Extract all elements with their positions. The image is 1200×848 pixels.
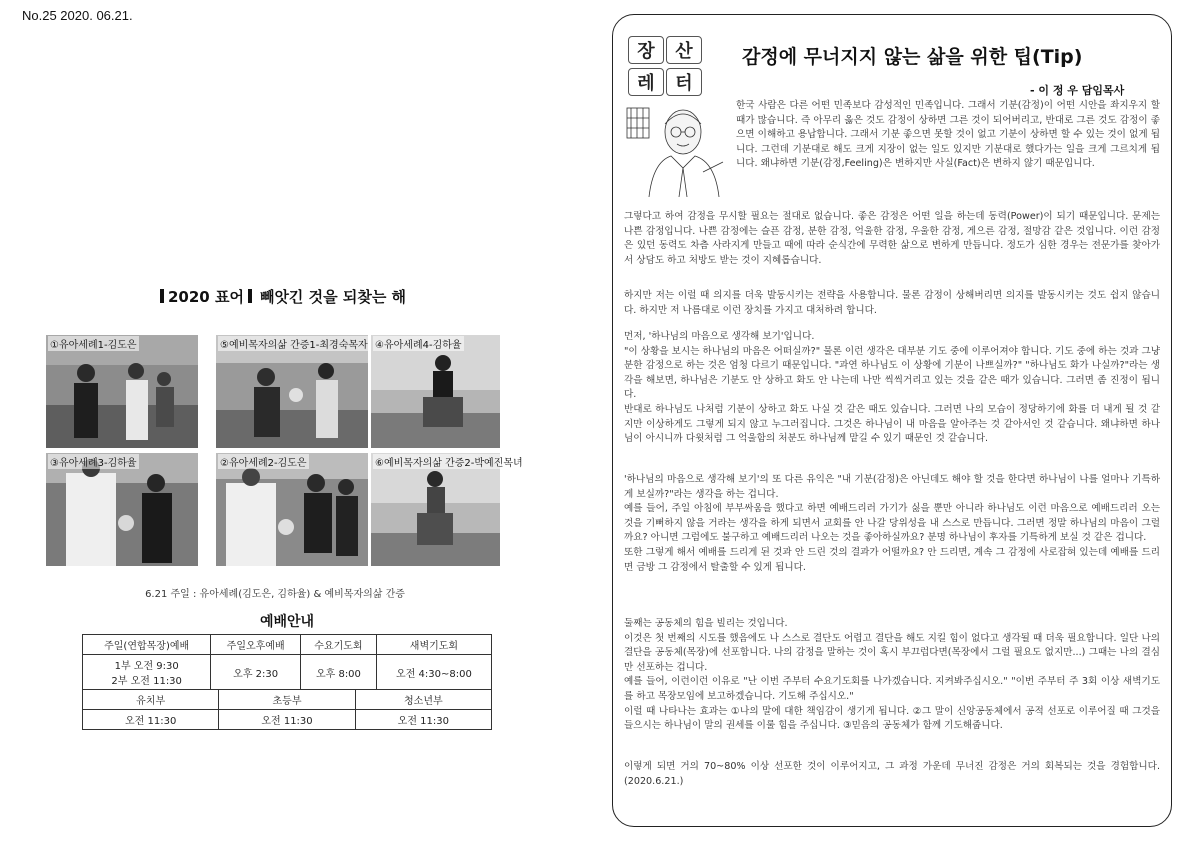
header-sunday-afternoon: 주일오후예배 — [211, 635, 301, 655]
time-youth: 오전 11:30 — [355, 710, 491, 730]
photo-description: 6.21 주일 : 유아세례(김도은, 김하율) & 예비목자의삶 간증 — [145, 589, 405, 600]
header-youth: 청소년부 — [355, 690, 491, 710]
header-sunday-service: 주일(연합목장)예배 — [83, 635, 211, 655]
time-wednesday-prayer: 오후 8:00 — [300, 655, 376, 690]
photo-caption-5: ④유아세례4-김하율 — [373, 336, 464, 351]
header-wednesday-prayer: 수요기도회 — [300, 635, 376, 655]
time-dawn-prayer: 오전 4:30~8:00 — [376, 655, 491, 690]
letter-paragraph-6: 둘째는 공동체의 힘을 빌리는 것입니다. 이것은 첫 번째의 시도를 했음에도 나 스스로 결단도 어렵고 결단을 해도 지킬 힘이 없다고 생각될 때 더욱 필요합니다. 일단 나의 결단을 공동체(목장)에 선포합니다. 나의 감정을 말하는 것이 혹시 부끄럽다면(목장에서 그럴 필요도 없지만...) 그때는 나의 결심만 선포하는 겁니다. 예를 들어, 이런이런 이유로 "난 이번 주부터 수요기도회를 나가겠습니다. 지켜봐주십시오." "이번 주부터 주 3회 이상 새벽기도를 하고 목장모임에 보고하겠습니다. 기도해 주십시오." 이럴 때 나타나는 효과는 ①나의 말에 대한 책임감이 생기게 됩니다. ②그 말이 신앙공동체에서 공적 선포로 이루어질 때 그것을 들으시는 하나님이 말의 권세를 이룰 힘을 주십니다. ③믿음의 공동체가 함께 기도해줍니다. — [624, 618, 1160, 732]
header-dawn-prayer: 새벽기도회 — [376, 635, 491, 655]
worship-guide-title: 예배안내 — [259, 614, 315, 630]
badge-char-3: 레 — [628, 68, 664, 96]
time-sunday-2nd: 2부 오전 11:30 — [111, 676, 182, 687]
motto-year: 2020 표어 — [168, 288, 244, 306]
photo-caption-6: ⑥예비목자의삶 간증2-박예진목녀 — [373, 454, 525, 469]
time-sunday-service — [83, 655, 211, 690]
letter-paragraph-2: 그렇다고 하여 감정을 무시할 필요는 절대로 없습니다. 좋은 감정은 어떤 일을 하는데 동력(Power)이 되기 때문입니다. 문제는 나쁜 감정입니다. 나쁜 감정에는 슬픈 감정, 분한 감정, 억울한 감정, 우울한 감정, 게으른 감정, 절망감 같은 것입니다. 이런 감정은 있던 동력도 차츰 사라지게 만들고 때에 따라 순식간에 무력한 삶으로 변하게 만듭니다. 정도가 심한 경우는 전문가를 찾아가서 상담도 하고 처방도 받는 것이 지혜롭습니다. — [624, 211, 1160, 266]
motto-bar-left — [160, 289, 164, 303]
letter-paragraph-4: 먼저, '하나님의 마음으로 생각해 보기'입니다. "이 상황을 보시는 하나님의 마음은 어떠실까?" 물론 이런 생각은 대부분 기도 중에 이루어져야 합니다. 기도 중에 하는 것과 그냥 분한 감정으로 하는 것은 엄청 다르기 때문입니다. "과연 하나님도 이 상황에 기분이 나쁘실까?" "하나님도 화가 나실까?"라는 생각을 해보면, 하나님은 기분도 안 상하고 화도 안 나는데 나만 씩씩거리고 있는 것을 같은 때가 있습니다. 그러면 좀 진정이 됩니다. 반대로 하나님도 나처럼 기분이 상하고 화도 나실 것 같은 때도 있습니다. 그러면 나의 모습이 정당하기에 화를 더 내게 될 것 같지만 이상하게도 그렇게 되지 않고 누그러집니다. 그것은 하나님이 내 마음을 알아주는 것 같아서인 것 같습니다. 왜냐하면 하나님이 아시니까 다윗처럼 그 억울함의 처분도 하나님께 맡길 수 있기 때문인 것 같습니다. — [624, 331, 1160, 445]
letter-title: 감정에 무너지지 않는 삶을 위한 팁(Tip) — [742, 46, 1083, 68]
badge-char-1: 장 — [628, 36, 664, 64]
motto-bar-right — [248, 289, 252, 303]
time-elementary: 오전 11:30 — [219, 710, 355, 730]
photo-caption-3: ⑤예비목자의삶 간증1-최경숙목자 — [218, 336, 370, 351]
department-schedule-table — [82, 690, 492, 730]
photo-caption-4: ②유아세례2-김도은 — [218, 454, 309, 469]
badge-char-2: 산 — [666, 36, 702, 64]
photo-baptism-2 — [46, 453, 198, 566]
header-elementary: 초등부 — [219, 690, 355, 710]
worship-guide — [82, 611, 492, 730]
issue-number: No.25 2020. 06.21. — [22, 8, 133, 23]
photo-testimony-2 — [371, 453, 523, 566]
motto-text: 빼앗긴 것을 되찾는 해 — [259, 288, 407, 306]
photo-grid — [46, 335, 523, 569]
letter-paragraph-7: 이렇게 되면 거의 70~80% 이상 선포한 것이 이루어지고, 그 과정 가운데 무너진 감정은 거의 회복되는 것을 경험합니다.(2020.6.21.) — [624, 761, 1160, 787]
letter-paragraph-3: 하지만 저는 이럴 때 의지를 더욱 발동시키는 전략을 사용합니다. 물론 감정이 상해버리면 의지를 발동시키는 것도 쉽지 않습니다. 하지만 저 나름대로 이런 장치를 가지고 대처하려 합니다. — [624, 290, 1160, 316]
photo-baptism-1 — [46, 335, 198, 448]
time-kindergarten: 오전 11:30 — [83, 710, 219, 730]
photo-testimony-1 — [371, 335, 500, 448]
photo-baptism-4 — [216, 453, 368, 566]
time-sunday-1st: 1부 오전 9:30 — [114, 661, 179, 672]
photo-caption-2: ③유아세례3-김하율 — [48, 454, 139, 469]
year-motto — [160, 286, 490, 307]
time-sunday-afternoon: 오후 2:30 — [211, 655, 301, 690]
letter-paragraph-5: '하나님의 마음으로 생각해 보기'의 또 다른 유익은 "내 기분(감정)은 아닌데도 해야 할 것을 한다면 하나님이 나를 얼마나 기특하게 보실까?"라는 생각을 하는 겁니다. 예를 들어, 주일 아침에 부부싸움을 했다고 하면 예배드리러 가기가 싫을 뿐만 아니라 하나님도 이런 마음으로 예배드리러 오는 것을 기뻐하지 않을 거라는 생각을 하게 되면서 교회를 안 나갈 당위성을 내 스스로 만듭니다. 그러면 정말 하나님의 마음이 그럴까요? 아니면 그럼에도 불구하고 예배드리러 나오는 것을 좋아하실까요? 분명 하나님이 후자를 기특하게 보실 것 같은 겁니다. 또한 그렇게 해서 예배를 드리게 된 것과 안 드린 것의 결과가 어떨까요? 안 드리면, 계속 그 감정에 사로잡혀 있는데 예배를 드리면 금방 그 감정에서 탈출할 수 있게 됩니다. — [624, 474, 1160, 573]
photo-baptism-3 — [216, 335, 368, 448]
column-badge — [628, 36, 702, 96]
badge-char-4: 터 — [666, 68, 702, 96]
letter-paragraph-1: 한국 사람은 다른 어떤 민족보다 감성적인 민족입니다. 그래서 기분(감정)이 어떤 시안을 좌지우지 할 때가 많습니다. 즉 아무리 옳은 것도 감정이 상하면 그른 것이 되어버리고, 반대로 그른 것도 감정이 좋으면 이해하고 용납합니다. 그래서 기분 좋으면 못할 것이 없고 기분이 상하면 할 수 있는 것이 없게 됩니다. 그런데 기분대로 해도 크게 지장이 없는 일도 있지만 기분대로 했다가는 일을 크게 그르치게 됩니다. 왜냐하면 기분(감정,Feeling)은 변하지만 사실(Fact)은 변하지 않기 때문입니다. — [736, 100, 1160, 170]
letter-author: - 이 정 우 담임목사 — [1030, 84, 1125, 97]
pastor-portrait-illustration — [623, 102, 731, 197]
photo-caption-1: ①유아세례1-김도은 — [48, 336, 139, 351]
header-kindergarten: 유치부 — [83, 690, 219, 710]
worship-schedule-table — [82, 634, 492, 690]
